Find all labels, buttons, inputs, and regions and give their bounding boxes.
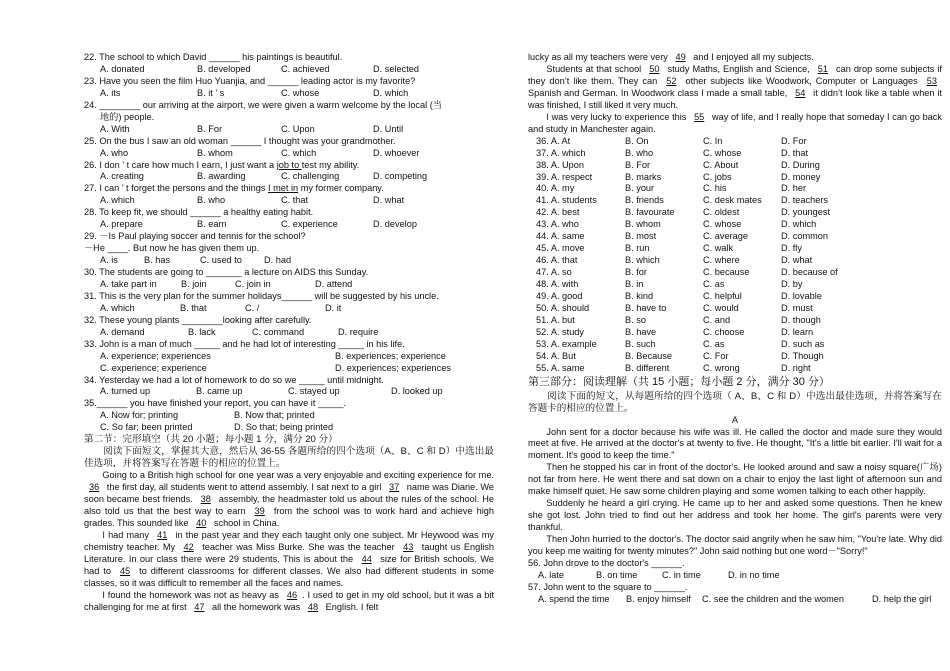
paragraph-text: name was Diane. We soon became best friends. [84,482,494,504]
blank-number: 54 [795,87,806,98]
blank-number: 50 [649,63,660,74]
cloze-answer-options [528,136,942,375]
option: D. experiences; experiences [335,362,451,373]
option: C. whose [703,147,742,158]
answer-row [528,148,942,160]
option: D. require [338,326,379,337]
option: B. awarding [197,171,246,182]
q29-options [84,255,494,267]
passage-paragraph: Then John hurried to the doctor's. The doctor said angrily when he saw him, "You're late. Why did you keep me waiting for twenty minutes?" John said nothing but one word－"Sorry!" [528,534,942,557]
q26-stem [84,160,494,172]
option: 41. A. students [536,195,597,206]
option: B. developed [197,63,251,74]
paragraph-text: Spanish and German. In Woodwork class I made a small table, [528,87,791,98]
answer-row [528,195,942,207]
q32-stem: 32. These young plants ________looking after carefully. [84,314,312,325]
option: A. who [100,147,129,158]
q28-stem: 28. To keep fit, we should ______ a healthy eating habit. [84,207,314,218]
option: C. join in [235,278,271,289]
option: D. fly [781,243,802,254]
answer-row [528,243,942,255]
option: 42. A. best [536,207,580,218]
q57-options [528,594,942,606]
option: B. run [625,243,650,254]
blank-number: 48 [307,601,319,612]
blank-number: 38 [200,494,211,504]
blank-number: 43 [403,541,414,552]
option: B. have [625,326,657,337]
q57-stem: 57. John went to the square to ______. [528,581,688,592]
q26-options [84,171,494,183]
option: C. experience; experience [100,362,207,373]
option: C. Upon [281,123,315,134]
option: C. command [252,326,305,337]
option: D. selected [373,63,419,74]
option: B. marks [625,171,662,182]
q56-options [528,570,942,582]
option: C. whose [703,219,742,230]
option: C. as [703,338,725,349]
option: C. experience [281,219,338,230]
paragraph-text: school in China. [211,517,280,528]
option: B. experiences; experience [335,350,446,361]
option: A. prepare [100,219,143,230]
option: D. though [781,314,821,325]
blank-number: 46 [286,589,298,600]
option: D. common [781,231,828,242]
paragraph-text: to different classrooms for different classes. We also had different students in some classes, so it was difficult to remember all the faces and names. [84,565,495,588]
option: C. whose [281,87,320,98]
option: C. choose [703,326,745,337]
q29-stem: 29. －Is Paul playing soccer and tennis for the school? [84,231,306,242]
blank-number: 53 [926,75,937,86]
option: B. favourate [625,207,675,218]
option: B. whom [197,147,233,158]
q31-options [84,303,494,315]
paragraph-text: I had many [102,529,153,540]
option: B. On [625,135,649,146]
option: C. About [703,159,739,170]
option: B. most [625,231,657,242]
option: D. that [781,147,809,158]
option: D. by [781,279,803,290]
cloze-paragraph-2 [84,530,494,590]
paragraph-text: lucky as all my teachers were very [528,52,671,62]
blank-number: 55 [694,111,705,122]
option: D. learn [781,326,814,337]
option: B. that [180,302,207,313]
q34-options [84,386,494,398]
option: C. / [245,302,260,313]
option: 40. A. my [536,183,575,194]
q33-options-cd [84,363,494,375]
option: C. For [703,350,729,361]
option: C. his [703,183,727,194]
option: B. came up [196,386,243,397]
option: B. for [625,267,647,278]
answer-row [528,351,942,363]
option: B. friends [625,195,664,206]
option: C. which [281,147,317,158]
option: D. such as [781,338,825,349]
option: A. which [100,195,135,206]
answer-row [528,207,942,219]
q23-options [84,88,494,100]
paragraph-text: I found the homework was not as heavy as [102,589,282,600]
paragraph-text: in the past year and they each taught only one subject. Mr Heywood was my chemistry teacher. My [84,529,494,552]
answer-row [528,255,942,267]
option: A. Now for; printing [100,410,179,421]
blank-number: 44 [361,553,372,564]
option: C. as [703,279,725,290]
blank-number: 37 [388,482,400,493]
option: B. For [197,123,223,134]
option: D. which [373,87,409,98]
passage-label: A [731,414,739,425]
paragraph-text: . I used to get in my old school, but it was a bit challenging for me at first [84,589,495,612]
q27-blank: I met in [268,183,299,194]
option: B. For [625,159,651,170]
option: B. has [144,255,171,266]
answer-row [528,183,942,195]
option: A. donated [100,63,145,74]
option: A. late [538,569,565,580]
option: 50. A. should [536,303,590,314]
option: C. walk [703,243,734,254]
option: B. so [625,314,646,325]
option: C. wrong [703,362,740,373]
option: 46. A. that [536,255,578,266]
option: A. experience; experiences [100,350,211,361]
q24-stem: 24. ________ our arriving at the airport, we were given a warm welcome by the local (当 [84,99,442,110]
q30-stem: 30. The students are going to _______ a lecture on AIDS this Sunday. [84,267,369,277]
q28-options [84,219,494,231]
option: D. youngest [781,207,831,218]
answer-row [528,231,942,243]
q25-stem: 25. On the bus I saw an old woman ______ I thought was your grandmother. [84,135,396,146]
option: A. demand [100,326,145,337]
option: D. had [264,255,292,266]
option: D. because of [781,267,838,278]
option: A. take part in [100,278,157,289]
option: B. have to [625,303,667,314]
option: C. helpful [703,291,742,302]
option: C. So far; been printed [100,422,193,433]
section3-instructions: 阅读下面的短文，从每题所给的四个选项（ A、B、C 和 D）中选出最佳选项，并将答案写在答题卡的相应的位置上。 [528,390,942,414]
option: C. stayed up [288,386,340,397]
passage-paragraph: Then he stopped his car in front of the doctor's. He looked around and saw a noisy square(广场) not far from here. He went there and sat down on a chair to enjoy the last light of afternoon sun and make himself quiet. He saw some children playing and some women talking to each other happily. [528,462,942,497]
option: D. So that; being printed [234,422,334,433]
blank-number: 49 [675,52,686,62]
section2-title: 第二节：完形填空（共 20 小题；每小题 1 分，满分 20 分） [84,434,338,446]
option: D. it [325,302,342,313]
blank-number: 41 [157,529,168,540]
blank-number: 36 [89,482,100,493]
option: D. attend [315,278,353,289]
paragraph-text: Students at that school [546,63,645,74]
paragraph-text: Going to a British high school for one year was a very enjoyable and exciting experience for me. [102,470,494,481]
answer-row [528,267,942,279]
answer-row [528,363,942,375]
option: C. jobs [703,171,732,182]
answer-row [528,339,942,351]
section3-title: 第三部分：阅读理解（共 15 小题；每小题 2 分，满分 30 分） [528,375,830,388]
option: 51. A. but [536,314,575,325]
left-column [84,52,494,614]
paragraph-text: study Maths, English and Science, [664,63,813,74]
option: 36. A. At [536,135,571,146]
section2-instructions: 阅读下面短文，掌握其大意，然后从 36-55 各题所给的四个选项（A、B、C 和 D）中选出最佳选项，并将答案写在答题卡的相应的位置上。 [84,446,494,470]
q35-options-ab [84,410,494,422]
option: D. teachers [781,195,828,206]
option: 52. A. study [536,326,585,337]
q30-options [84,279,494,291]
option: D. whoever [373,147,420,158]
passage-paragraph: Suddenly he heard a girl crying. He came up to her and asked some questions. Then he knew she got lost. John tried to find out her address and took her home. The girl's parents were very thankful. [528,498,942,533]
option: B. join [181,278,207,289]
option: D. right [781,362,811,373]
option: B. which [625,255,660,266]
option: B. lack [188,326,216,337]
option: 45. A. move [536,243,585,254]
option: B. whom [625,219,661,230]
answer-row [528,279,942,291]
q22-stem: 22. The school to which David ______ his paintings is beautiful. [84,52,343,62]
option: 38. A. Upon [536,159,585,170]
option: 55. A. same [536,362,585,373]
q56-stem: 56. John drove to the doctor's ______. [528,558,685,568]
cloze-paragraph-1 [84,470,494,530]
option: C. desk mates [703,195,762,206]
paragraph-text: I was very lucky to experience this [546,111,690,122]
option: B. who [625,147,654,158]
paragraph-text: all the homework was [209,601,303,612]
q22-options [84,64,494,76]
answer-row [528,327,942,339]
right-column [528,52,942,606]
option: A. its [100,87,121,98]
option: C. and [703,314,731,325]
option: A. spend the time [538,593,610,604]
paragraph-text: from the school was to work hard and achieve high grades. This sounded like [84,505,494,528]
paragraph-text: it didn’t look like a table when it was finished, I still liked it very much. [528,87,942,110]
paragraph-text: other subjects like Woodwork, Computer or Languages [681,75,922,86]
q27-post: my former company. [298,183,384,194]
paragraph-text: can drop some subjects if they don’t like them. They can [528,63,942,86]
option: 49. A. good [536,291,583,302]
option: C. In [703,135,723,146]
option: C. that [281,195,309,206]
option: 43. A. who [536,219,579,230]
option: 53. A. example [536,338,597,349]
option: D. competing [373,171,428,182]
q26-post: test my ability. [301,159,360,170]
option: D. what [781,255,813,266]
option: B. your [625,183,655,194]
option: A. creating [100,171,144,182]
answer-row [528,303,942,315]
answer-row [528,136,942,148]
option: 37. A. which [536,147,586,158]
option: B. such [625,338,656,349]
blank-number: 40 [196,517,207,528]
option: A. turned up [100,386,151,397]
paragraph-text: assembly, the headmaster told us about the rules of the school. He also told us that the best way to earn [84,494,494,516]
option: C. where [703,255,740,266]
paragraph-text: and I enjoyed all my subjects. [690,52,814,62]
option: 39. A. respect [536,171,593,182]
q35-options-cd [84,422,494,434]
cloze-paragraph-3-cont [528,52,942,64]
option: C. oldest [703,207,740,218]
option: D. money [781,171,821,182]
option: C. challenging [281,171,340,182]
blank-number: 39 [254,505,265,516]
option: B. it ’ s [197,87,225,98]
q25-options [84,148,494,160]
q32-options [84,327,494,339]
option: C. used to [200,255,242,266]
blank-number: 45 [119,565,131,576]
option: D. her [781,183,807,194]
option: D. Though [781,350,824,361]
option: B. enjoy himself [626,593,691,604]
blank-number: 42 [183,541,194,552]
q26-blank: job to [276,159,302,170]
option: C. average [703,231,748,242]
option: C. achieved [281,63,330,74]
blank-number: 47 [194,601,205,612]
cloze-paragraph-5 [528,112,942,136]
q33-stem: 33. John is a man of much _____ and he had lot of interesting _____ in his life. [84,338,405,349]
answer-row [528,160,942,172]
option: D. Until [373,123,404,134]
option: B. on time [596,569,638,580]
q24-stem-cont: 地的) people. [100,111,155,122]
answer-row [528,219,942,231]
option: C. see the children and the women [702,593,844,604]
blank-number: 51 [817,63,828,74]
cloze-paragraph-3 [84,590,494,614]
option: D. must [781,303,813,314]
option: B. who [197,195,226,206]
q26-pre: 26. I don ’ t care how much I earn, I just want a [84,159,277,170]
option: D. in no time [728,569,780,580]
q24-options [84,124,494,136]
option: C. because [703,267,750,278]
q34-stem: 34. Yesterday we had a lot of homework to do so we _____ until midnight. [84,374,384,385]
paragraph-text: teacher was Miss Burke. She was the teacher [198,541,399,552]
q33-options-ab [84,351,494,363]
q27-options [84,195,494,207]
option: A. is [100,255,118,266]
option: C. would [703,303,739,314]
option: B. kind [625,291,654,302]
q27-stem [84,183,494,195]
blank-number: 52 [666,75,677,86]
option: B. Because [625,350,672,361]
cloze-paragraph-4 [528,64,942,112]
option: C. in time [662,569,701,580]
option: B. in [625,279,644,290]
option: A. which [100,302,135,313]
option: 44. A. same [536,231,585,242]
paragraph-text: size for British schools. We had to [84,553,494,576]
q29-stem-reply: －He ____. But now he has given them up. [84,243,260,254]
option: D. For [781,135,807,146]
paragraph-text: the first day, all students went to attend assembly. I sat next to a girl [104,482,384,493]
option: D. lovable [781,291,822,302]
option: 54. A. But [536,350,576,361]
option: D. which [781,219,817,230]
option: B. earn [197,219,227,230]
option: D. help the girl [872,593,932,604]
option: D. During [781,159,820,170]
option: B. different [625,362,670,373]
option: D. looked up [391,386,443,397]
answer-row [528,291,942,303]
option: D. develop [373,219,417,230]
option: 47. A. so [536,267,572,278]
answer-row [528,315,942,327]
q31-stem: 31. This is the very plan for the summer holidays______ will be suggested by his uncle. [84,290,439,301]
option: B. Now that; printed [234,410,315,421]
passage-paragraph: John sent for a doctor because his wife was ill. He called the doctor and made sure they would meet at five. He arrived at the doctor's at twenty to five. He thought, "It's a little bit earlier. I'll wait for a moment. It's good to keep the time." [528,426,942,461]
paragraph-text: English. I felt [323,601,379,612]
q35-stem: 35.______ you have finished your report, you can have it _____. [84,398,347,409]
q27-pre: 27. I can ’ t forget the persons and the things [84,183,269,194]
paragraph-text: way of life, and I really hope that someday I can go back and study in Manchester again. [528,111,942,134]
option: D. what [373,195,405,206]
answer-row [528,172,942,184]
option: A. With [100,123,130,134]
paragraph-text: taught us English Literature. In our class there were 29 students. This is about the [84,541,494,564]
option: 48. A. with [536,279,579,290]
q23-stem: 23. Have you seen the film Huo Yuanjia, and ______ leading actor is my favorite? [84,75,416,86]
